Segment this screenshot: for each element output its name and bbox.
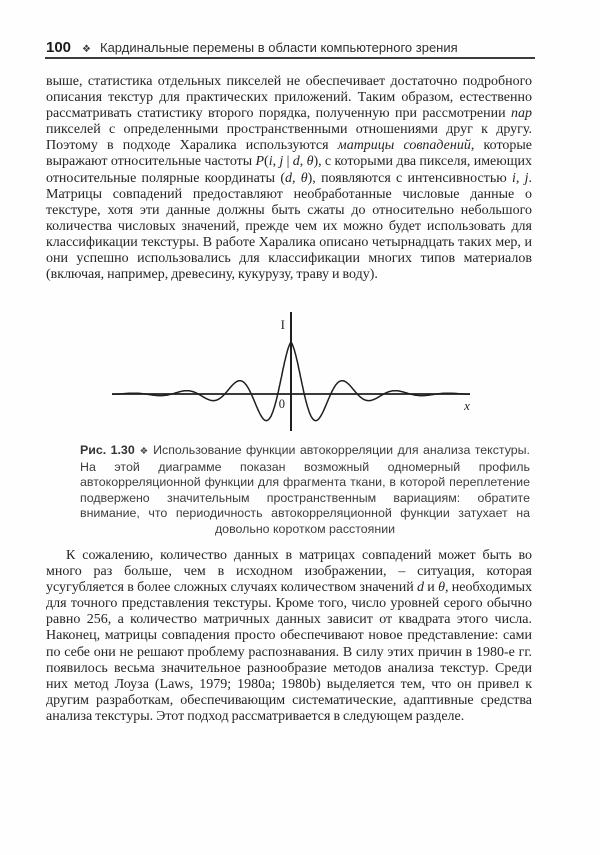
- figure-caption: [80, 443, 530, 538]
- page-number: 100: [46, 39, 72, 56]
- body-paragraph: выше, статистика отдельных пикселей не обеспечивает достаточно подробного описания текстур для практических приложений. Таким образом, естественно рассматривать статистику второго порядка, полученную при рассмотрении пар пикселей с определенными пространственными отношениями друг к другу. Поэтому в подходе Харалика используются матрицы совпадений, которые выражают относительные частоты P(i, j | d, θ), с которыми два пикселя, имеющих относительные полярные координаты (d, θ), появляются с интенсивностью i, j. Матрицы совпадений предоставляют необработанные числовые данные о текстуре, хотя эти данные должны быть сжаты до относительно небольшого количества числовых значений, прежде чем их можно будет использовать для классификации текстуры. В работе Харалика описано четырнадцать таких мер, и они успешно использовались для классификации многих типов материалов (включая, например, древесину, кукурузу, траву и воду).: [46, 74, 532, 283]
- origin-label: 0: [278, 397, 285, 411]
- y-axis-label: I: [280, 317, 285, 332]
- figure-caption-label: Рис. 1.30: [80, 443, 135, 457]
- page-header: [46, 39, 535, 56]
- figure-caption-diamond-icon: ❖: [138, 446, 150, 457]
- running-head-title: Кардинальные перемены в области компьютерного зрения: [100, 40, 458, 55]
- body-paragraph: К сожалению, количество данных в матрицах совпадений может быть во много раз больше, чем в исходном изображении, – ситуация, которая усугубляется в более сложных случаях количеством значений d и θ, необходимых для точного представления текстуры. Кроме того, число уровней серого обычно равно 256, а количество матричных данных зависит от квадрата этого числа. Наконец, матрицы совпадения просто обеспечивают новое представление: сами по себе они не решают проблему распознавания. В силу этих причин в 1980-е гг. появилось весьма значительное разнообразие методов анализа текстур. Среди них метод Лоуза (Laws, 1979; 1980a; 1980b) выделяется тем, что он привел к другим разработкам, обеспечивающим систематические, адаптивные средства анализа текстуры. Этот подход рассматривается в следующем разделе.: [46, 548, 533, 724]
- figure-caption-text: Использование функции автокорреляции для анализа текстуры. На этой диаграмме показан возможный одномерный профиль автокорреляционной функции для фрагмента ткани, в которой переплетение подвержено значительным пространственным вариациям: обратите внимание, что периодичность автокорреляционной функции затухает на довольно коротком расстоянии: [80, 443, 530, 536]
- autocorrelation-plot: [100, 308, 480, 438]
- header-diamond-icon: ❖: [82, 44, 91, 55]
- x-axis-label: x: [464, 398, 470, 413]
- header-rule: [45, 57, 535, 59]
